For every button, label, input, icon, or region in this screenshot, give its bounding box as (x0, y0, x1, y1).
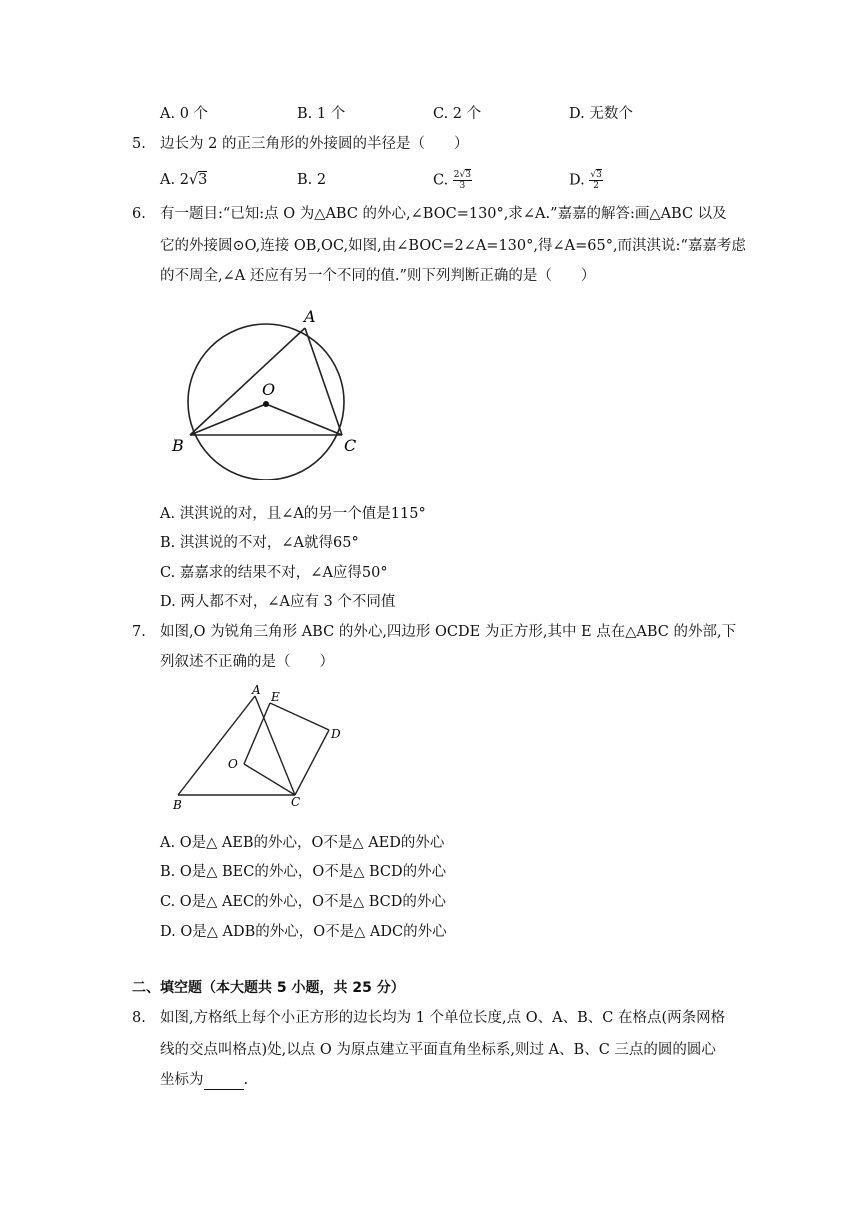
q7-square-figure (168, 682, 358, 814)
segment-oc (244, 764, 295, 795)
section-2-heading: 二、填空题（本大题共 5 小题，共 25 分） (132, 980, 405, 996)
q8-number: 8. (132, 1010, 146, 1026)
label-e: E (271, 690, 280, 704)
q5-option-d (569, 170, 603, 191)
fraction-numerator: 2√3 (453, 170, 472, 180)
label-d: D (331, 727, 341, 741)
q8-line-1: 如图,方格纸上每个小正方形的边长均为 1 个单位长度,点 O、A、B、C 在格点(两条网格 (160, 1010, 726, 1026)
coefficient: 2 (453, 170, 460, 180)
q7-option-a: A. O是△ AEB的外心，O不是△ AED的外心 (160, 835, 445, 851)
segment-ed (270, 703, 329, 730)
label-o: O (228, 757, 238, 771)
q5-option-c-prefix: C. (433, 172, 453, 189)
segment-ob (190, 404, 266, 435)
q4-option-c: C. 2 个 (433, 106, 482, 122)
q6-option-a: A. 淇淇说的对，且∠A的另一个值是115° (160, 506, 426, 522)
q4-option-b: B. 1 个 (297, 106, 346, 122)
q7-option-b: B. O是△ BEC的外心，O不是△ BCD的外心 (160, 864, 447, 880)
label-a: A (252, 683, 261, 697)
q6-option-d: D. 两人都不对，∠A应有 3 个不同值 (160, 594, 396, 610)
q6-line-3: 的不周全,∠A 还应有另一个不同的值.”则下列判断正确的是（ ） (160, 268, 596, 284)
center-point (263, 401, 269, 407)
fraction-denominator: 3 (459, 181, 466, 191)
q5-option-d-prefix: D. (569, 172, 590, 189)
segment-ac (255, 696, 295, 795)
segment-oe (244, 703, 270, 764)
label-b: B (173, 798, 182, 812)
q6-line-1: 有一题目:“已知:点 O 为△ABC 的外心,∠BOC=130°,求∠A.”嘉嘉的解答:画△ABC 以及 (160, 206, 727, 222)
q8-line-2: 线的交点叫格点)处,以点 O 为原点建立平面直角坐标系,则过 A、B、C 三点的圆的圆心 (160, 1042, 716, 1058)
q5-number: 5. (132, 136, 146, 152)
segment-ab (178, 696, 255, 795)
label-c: C (344, 436, 357, 455)
q7-number: 7. (132, 624, 146, 640)
q8-line-3-prefix: 坐标为 (160, 1072, 204, 1088)
q5-option-a-radicand: 3 (198, 172, 208, 188)
label-a: A (304, 307, 316, 326)
q7-option-c: C. O是△ AEC的外心，O不是△ BCD的外心 (160, 894, 446, 910)
segment-ab (190, 328, 305, 435)
q6-number: 6. (132, 206, 146, 222)
q7-line-1: 如图,O 为锐角三角形 ABC 的外心,四边形 OCDE 为正方形,其中 E 点在△ABC 的外部,下 (160, 624, 737, 640)
q5-option-a (160, 170, 207, 190)
q5-option-c-fraction (453, 170, 472, 191)
radicand: 3 (465, 170, 472, 180)
q5-option-c (433, 170, 472, 191)
answer-blank[interactable] (204, 1075, 244, 1090)
q8-line-3 (160, 1070, 248, 1090)
q6-line-2: 它的外接圆⊙O,连接 OB,OC,如图,由∠BOC=2∠A=130°,得∠A=65°,而淇淇说:“嘉嘉考虑 (160, 238, 746, 254)
q7-line-2: 列叙述不正确的是（ ） (160, 654, 334, 670)
radicand: 3 (596, 170, 602, 180)
q8-line-3-suffix: . (243, 1072, 249, 1088)
q6-option-b: B. 淇淇说的不对，∠A就得65° (160, 535, 359, 551)
sqrt-symbol: √ (188, 172, 199, 188)
q5-option-d-fraction (589, 170, 602, 191)
q5-text: 边长为 2 的正三角形的外接圆的半径是（ ） (160, 136, 469, 152)
q5-option-a-prefix: A. 2 (160, 172, 189, 188)
segment-ac (305, 328, 342, 435)
q5-option-b: B. 2 (297, 172, 327, 188)
label-c: C (291, 795, 301, 809)
segment-dc (295, 730, 329, 795)
fraction-denominator: 2 (593, 181, 599, 191)
q4-option-a: A. 0 个 (160, 106, 209, 122)
segment-oc (266, 404, 342, 435)
label-o: O (262, 380, 276, 399)
q6-option-c: C. 嘉嘉求的结果不对，∠A应得50° (160, 565, 388, 581)
q4-option-d: D. 无数个 (569, 106, 633, 122)
label-b: B (172, 436, 184, 455)
q7-option-d: D. O是△ ADB的外心，O不是△ ADC的外心 (160, 924, 447, 940)
fraction-numerator: √3 (590, 170, 602, 180)
q6-circle-figure (170, 298, 370, 480)
